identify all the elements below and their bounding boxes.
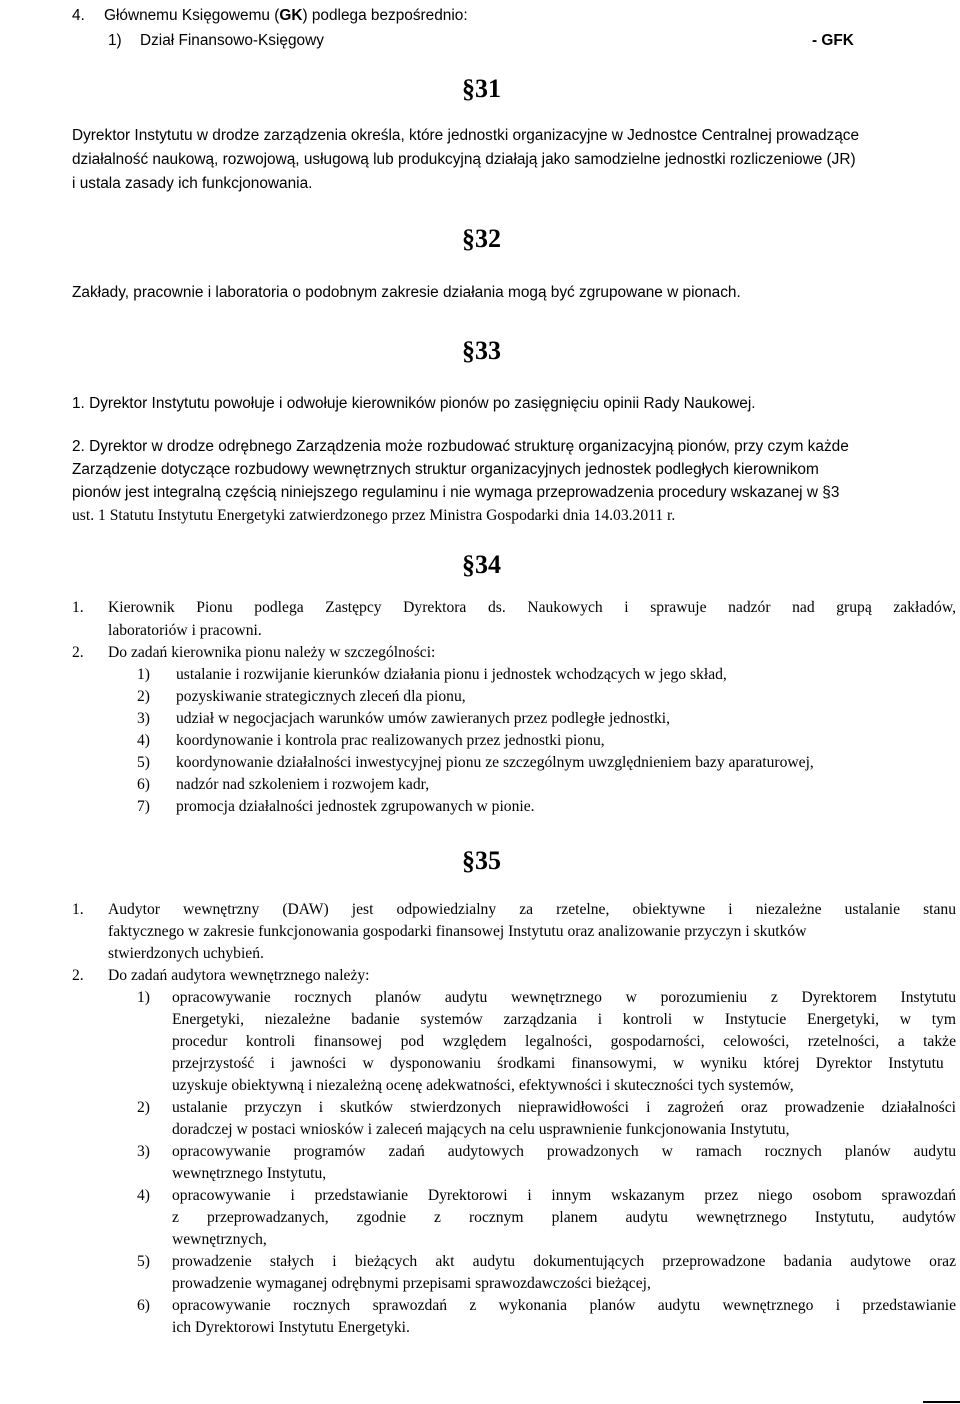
section-35-item-4-line-3: wewnętrznych, [172,1231,267,1248]
section-35-item-1-line-3: procedur kontroli finansowej pod względem legalności, gospodarności, celowości, rzetelności, a także [172,1033,956,1050]
section-34-p2-number: 2. [72,644,84,661]
page-edge-rule [923,1401,960,1403]
section-35-p1-line-3: stwierdzonych uchybień. [108,945,264,962]
section-34-item-4-number: 4) [137,732,150,749]
section-34-item-6-text: nadzór nad szkoleniem i rozwojem kadr, [176,776,430,793]
section-35-item-1-number: 1) [137,989,150,1006]
sub-item-1-number: 1) [108,32,122,49]
section-33-p2-line-4: ust. 1 Statutu Instytutu Energetyki zatwierdzonego przez Ministra Gospodarki dnia 14.03.2011 r. [72,507,676,524]
section-35-item-1-line-5: uzyskuje obiektywną i niezależną ocenę adekwatności, efektywności i skuteczności tych systemów, [172,1077,794,1094]
section-35-item-1-line-1: opracowywanie rocznych planów audytu wewnętrznego w porozumieniu z Dyrektorem Instytutu [172,989,956,1006]
section-35-item-4-number: 4) [137,1187,150,1204]
item-4-text-c: ) podlega bezpośrednio: [302,7,468,24]
section-35-p1-line-2: faktycznego w zakresie funkcjonowania gospodarki finansowej Instytutu oraz analizowanie przyczyn i skutków [108,923,807,940]
section-35-p1-line-1: Audytor wewnętrzny (DAW) jest odpowiedzialny za rzetelne, obiektywne i niezależne ustalanie stanu [108,901,956,918]
section-34-item-2-number: 2) [137,688,150,705]
sub-item-1-text: Dział Finansowo-Księgowy [140,32,324,49]
item-4-text-a: Głównemu Księgowemu ( [104,7,280,24]
section-35-item-1-line-4: przejrzystość i jawności w dysponowaniu środkami finansowymi, w wyniku której Dyrektor Instytutu [172,1055,944,1072]
section-35-item-5-number: 5) [137,1253,150,1270]
section-35-p2-intro: Do zadań audytora wewnętrznego należy: [108,967,370,984]
section-35-p1-number: 1. [72,901,84,918]
item-4-number: 4. [72,7,85,24]
section-35-item-2-number: 2) [137,1099,150,1116]
section-34-item-5-text: koordynowanie działalności inwestycyjnej pionu ze szczególnym uwzględnieniem bazy aparaturowej, [176,754,814,771]
item-4-text [104,8,468,23]
section-34-item-3-text: udział w negocjacjach warunków umów zawieranych przez podległe jednostki, [176,710,671,727]
section-32-text: Zakłady, pracownie i laboratoria o podobnym zakresie działania mogą być zgrupowane w pionach. [72,284,741,301]
section-35-item-2-line-2: doradczej w postaci wniosków i zaleceń mających na celu usprawnienie funkcjonowania Instytutu, [172,1121,790,1138]
section-34-item-1-text: ustalanie i rozwijanie kierunków działania pionu i jednostek wchodzących w jego skład, [176,666,727,683]
section-35-heading: §35 [462,846,501,875]
section-35-item-3-line-1: opracowywanie programów zadań audytowych prowadzonych w ramach rocznych planów audytu [172,1143,956,1160]
section-35-item-5-line-1: prowadzenie stałych i bieżących akt audytu dokumentujących przeprowadzone badania audytowe oraz [172,1253,956,1270]
section-34-p1-number: 1. [72,599,84,616]
section-35-p2-number: 2. [72,967,84,984]
section-34-item-5-number: 5) [137,754,150,771]
section-34-item-3-number: 3) [137,710,150,727]
section-33-p2-line-1: 2. Dyrektor w drodze odrębnego Zarządzenia może rozbudować strukturę organizacyjną pionów, przy czym każde [72,438,849,455]
section-33-p2-line-3: pionów jest integralną częścią niniejszego regulaminu i nie wymaga przeprowadzenia procedury wskazanej w §3 [72,484,840,501]
section-35-item-1-line-2: Energetyki, niezależne badanie systemów zarządzania i kontroli w Instytucie Energetyki, w tym [172,1011,956,1028]
section-33-p2-line-2: Zarządzenie dotyczące rozbudowy wewnętrznych struktur organizacyjnych jednostek podległych kierownikom [72,461,819,478]
section-34-item-7-text: promocja działalności jednostek zgrupowanych w pionie. [176,798,535,815]
section-34-item-4-text: koordynowanie i kontrola prac realizowanych przez jednostki pionu, [176,732,605,749]
section-35-item-3-number: 3) [137,1143,150,1160]
section-34-heading: §34 [462,550,501,579]
section-35-item-4-line-2: z przeprowadzanych, zgodnie z rocznym planem audytu wewnętrznego Instytutu, audytów [172,1209,956,1226]
section-34-p1-line-2: laboratoriów i pracowni. [108,622,262,639]
section-34-item-1-number: 1) [137,666,150,683]
section-34-item-6-number: 6) [137,776,150,793]
section-35-item-6-number: 6) [137,1297,150,1314]
section-35-item-6-line-2: ich Dyrektorowi Instytutu Energetyki. [172,1319,410,1336]
section-31-heading: §31 [462,74,501,103]
section-35-item-4-line-1: opracowywanie i przedstawianie Dyrektorowi i innym wskazanym przez niego osobom sprawozdań [172,1187,956,1204]
section-32-heading: §32 [462,224,501,253]
section-34-item-2-text: pozyskiwanie strategicznych zleceń dla pionu, [176,688,466,705]
section-34-item-7-number: 7) [137,798,150,815]
section-34-p1-line-1: Kierownik Pionu podlega Zastępcy Dyrektora ds. Naukowych i sprawuje nadzór nad grupą zakładów, [108,599,956,616]
section-35-item-6-line-1: opracowywanie rocznych sprawozdań z wykonania planów audytu wewnętrznego i przedstawianie [172,1297,956,1314]
section-35-item-2-line-1: ustalanie przyczyn i skutków stwierdzonych nieprawidłowości i zagrożeń oraz prowadzenie działalności [172,1099,956,1116]
section-31-line-2: działalność naukową, rozwojową, usługową lub produkcyjną działają jako samodzielne jednostki rozliczeniowe (JR) [72,151,856,168]
section-31-line-3: i ustala zasady ich funkcjonowania. [72,175,313,192]
section-35-item-5-line-2: prowadzenie wymaganej odrębnymi przepisami sprawozdawczości bieżącej, [172,1275,651,1292]
section-33-heading: §33 [462,336,501,365]
sub-item-1-code: - GFK [812,32,854,49]
section-34-p2-intro: Do zadań kierownika pionu należy w szczególności: [108,644,436,661]
section-35-item-3-line-2: wewnętrznego Instytutu, [172,1165,327,1182]
section-31-line-1: Dyrektor Instytutu w drodze zarządzenia określa, które jednostki organizacyjne w Jednostce Centralnej prowadzące [72,127,860,144]
item-4-text-gk: GK [279,7,303,24]
section-33-paragraph-1: 1. Dyrektor Instytutu powołuje i odwołuje kierowników pionów po zasięgnięciu opinii Rady Naukowej. [72,395,756,412]
